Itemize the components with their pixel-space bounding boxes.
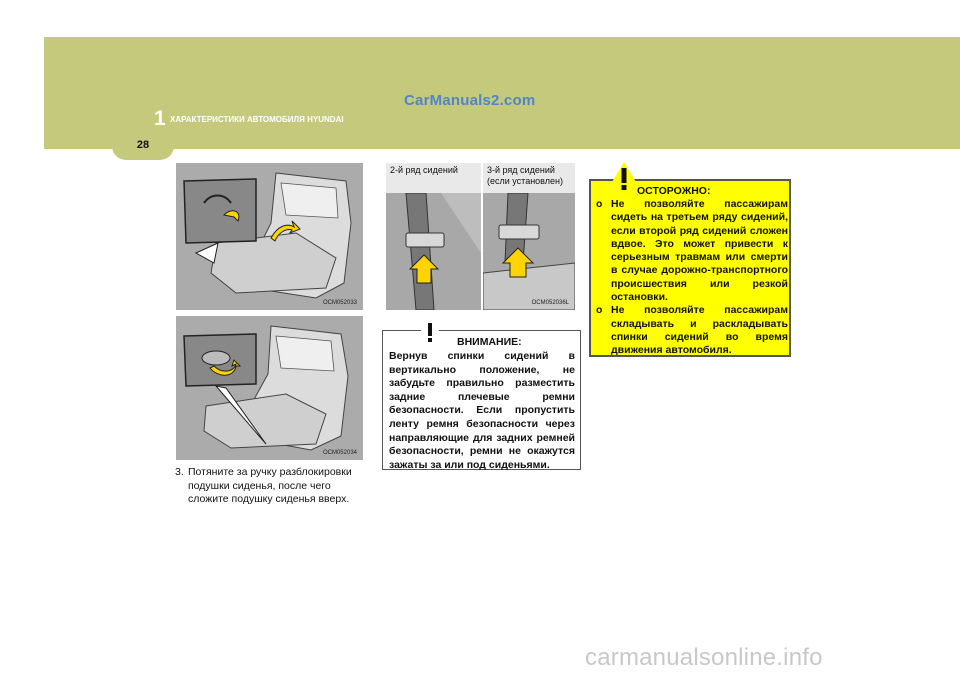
site-watermark[interactable]: CarManuals2.com <box>404 92 536 109</box>
seat-illustration-1 <box>176 163 363 310</box>
belt-illustration-2nd-row <box>386 193 481 310</box>
figure-label-2nd-row: 2-й ряд сидений <box>386 163 481 193</box>
figure-code: OCM052036L <box>531 300 569 306</box>
warning-item-text: Не позволяйте пассажирам сидеть на третьем ряду сидений, если второй ряд сидений сложен вдвое. Это может привести к серьезным травмам или смерти в случае дорожно-транспортного происшествия или резкой остановки. <box>611 198 788 304</box>
chapter-number: 1 <box>154 107 166 130</box>
caution-title: ВНИМАНИЕ: <box>457 336 522 348</box>
bullet-marker: o <box>596 304 603 317</box>
list-item <box>594 198 788 304</box>
caution-text: Вернув спинки сидений в вертикально положение, не забудьте правильно разместить задние плечевые ремни безопасности. Если пропустить ленту ремня безопасности через направляющие для задних ремней безопасности, ремни не окажутся зажаты за или под сиденьями. <box>389 350 575 471</box>
figure-code: OCM052033 <box>322 300 357 306</box>
page-number: 28 <box>112 136 174 160</box>
caution-exclamation-icon <box>413 315 447 345</box>
figure-belt-guide-2nd-row <box>386 193 481 310</box>
step-3 <box>175 466 370 507</box>
belt-illustration-3rd-row <box>483 193 575 310</box>
figure-label-3rd-row: 3-й ряд сидений (если установлен) <box>483 163 575 193</box>
step-body: Потяните за ручку разблокировки подушки сиденья, после чего сложите подушку сиденья вверх. <box>188 466 352 505</box>
caution-box <box>382 330 581 470</box>
warning-box <box>589 179 791 357</box>
warning-title: ОСТОРОЖНО: <box>637 185 711 197</box>
seat-illustration-2 <box>176 316 363 460</box>
footer-watermark[interactable]: carmanualsonline.info <box>585 644 823 671</box>
bullet-marker: o <box>596 198 603 210</box>
list-item <box>594 304 788 357</box>
warning-item-text: Не позволяйте пассажирам складывать и раскладывать спинки сидений во время движения автомобиля. <box>611 304 788 357</box>
figure-belt-guide-3rd-row <box>483 193 575 310</box>
warning-list <box>594 198 788 358</box>
figure-seat-cushion-release <box>176 163 363 310</box>
chapter-title: ХАРАКТЕРИСТИКИ АВТОМОБИЛЯ HYUNDAI <box>170 115 344 124</box>
figure-seat-cushion-fold <box>176 316 363 460</box>
figure-code: OCM052034 <box>322 450 357 456</box>
step-number: 3. <box>175 466 184 478</box>
